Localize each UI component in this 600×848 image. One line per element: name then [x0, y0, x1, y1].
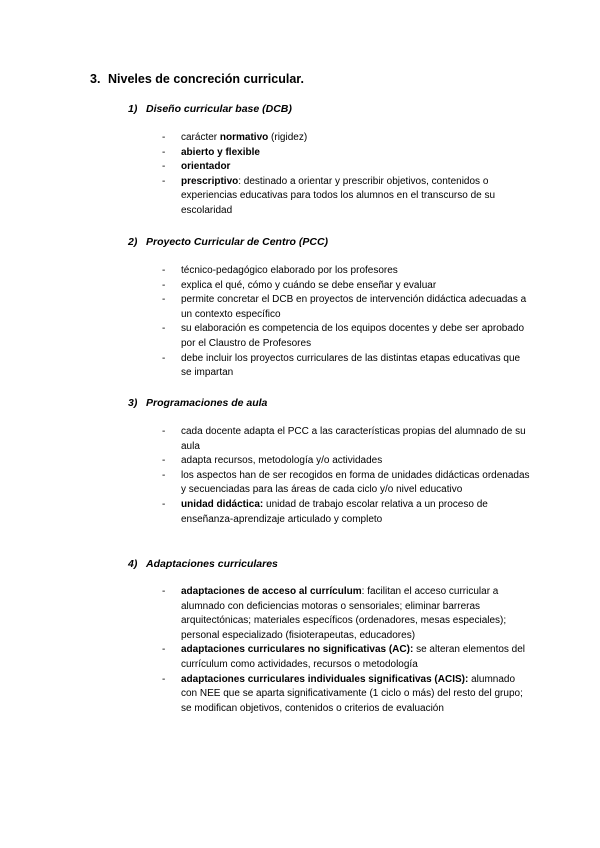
list-item: - los aspectos han de ser recogidos en forma de unidades didácticas ordenadas y secuenciadas para las áreas de cada ciclo y/o nivel educativo	[162, 469, 530, 496]
list-item: - técnico-pedagógico elaborado por los profesores	[162, 265, 398, 276]
section-2-title-text: Proyecto Curricular de Centro (PCC)	[146, 236, 329, 248]
section-1-title-text: Diseño curricular base (DCB)	[146, 103, 292, 115]
main-heading-number: 3.	[90, 72, 101, 86]
list-item: - abierto y flexible	[162, 146, 260, 158]
list-item: - carácter normativo (rigidez)	[162, 132, 308, 143]
list-item: - su elaboración es competencia de los equipos docentes y debe ser aprobado por el Claustro de Profesores	[162, 323, 525, 349]
section-1-title	[128, 103, 292, 115]
section-4-title	[128, 558, 278, 570]
list-item: - permite concretar el DCB en proyectos de intervención didáctica adecuadas a un contexto específico	[162, 294, 527, 320]
section-2-number: 2)	[128, 236, 138, 248]
section-4-list	[162, 585, 532, 716]
list-item: - unidad didáctica: unidad de trabajo escolar relativa a un proceso de enseñanza-aprendizaje articulado y completo	[162, 498, 488, 525]
section-3-list	[162, 425, 532, 527]
section-4-number: 4)	[128, 558, 138, 570]
list-item: - debe incluir los proyectos curriculares de las distintas etapas educativas que se impartan	[162, 352, 521, 379]
section-3-number: 3)	[128, 397, 138, 409]
main-heading-title: Niveles de concreción curricular.	[108, 72, 304, 86]
section-2-list	[162, 264, 532, 381]
section-1-list	[162, 131, 532, 219]
list-item: - adaptaciones curriculares individuales significativas (ACIS): alumnado con NEE que se aparta significativamente (1 ciclo o más) del resto del grupo; se modifican objetivos, contenidos o criterios de evaluación	[162, 673, 523, 714]
list-item: - explica el qué, cómo y cuándo se debe enseñar y evaluar	[162, 279, 437, 291]
section-4-title-text: Adaptaciones curriculares	[146, 558, 278, 570]
section-3-title-text: Programaciones de aula	[146, 397, 268, 409]
list-item: - adapta recursos, metodología y/o actividades	[162, 455, 383, 467]
list-item: - cada docente adapta el PCC a las características propias del alumnado de su aula	[162, 426, 526, 452]
section-2-title	[128, 236, 328, 248]
list-item: - prescriptivo: destinado a orientar y prescribir objetivos, contenidos o experiencias educativas para todos los alumnos en el transcurso de su escolaridad	[162, 175, 496, 216]
main-heading	[90, 72, 304, 86]
list-item: - adaptaciones de acceso al currículum: facilitan el acceso curricular a alumnado con deficiencias motoras o sensoriales; eliminar barreras arquitectónicas; materiales específicos (ordenadores, mesas especiales); personal especializado (fisioterapeutas, educadores)	[162, 586, 507, 641]
section-1-number: 1)	[128, 103, 138, 115]
list-item: - adaptaciones curriculares no significativas (AC): se alteran elementos del currículum como actividades, recursos o metodología	[162, 644, 526, 670]
list-item: - orientador	[162, 161, 231, 173]
section-3-title	[128, 397, 267, 409]
